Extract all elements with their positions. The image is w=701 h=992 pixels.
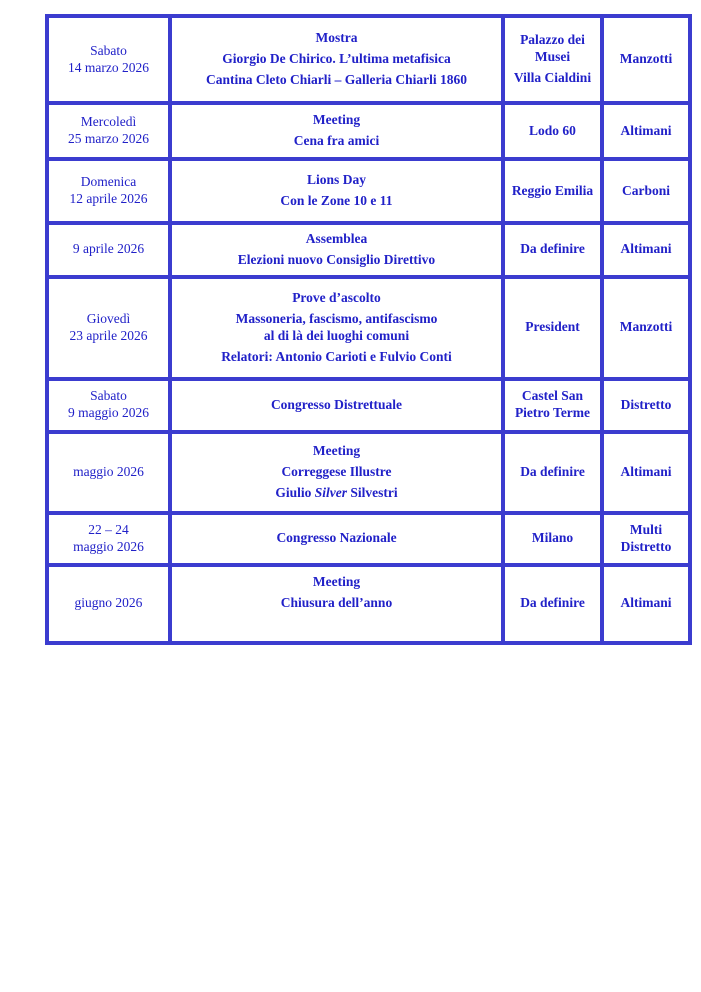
location-cell xyxy=(503,432,602,513)
event-cell-text: Congresso Nazionale xyxy=(276,530,397,546)
referent-cell-text: Altimani xyxy=(620,463,672,479)
date-cell xyxy=(47,277,170,379)
event-cell-text: Cantina Cleto Chiarli – Galleria Chiarli 1860 xyxy=(206,71,467,87)
date-cell xyxy=(47,159,170,223)
location-cell xyxy=(503,103,602,159)
event-cell-text: Chiusura dell’anno xyxy=(280,595,393,611)
date-cell-text: maggio 2026 xyxy=(73,463,144,479)
referent-cell-text: Carboni xyxy=(621,182,670,198)
location-cell xyxy=(503,159,602,223)
event-cell xyxy=(170,432,503,513)
date-cell xyxy=(47,513,170,565)
table-row xyxy=(47,16,690,103)
event-cell xyxy=(170,159,503,223)
event-cell-text: Giorgio De Chirico. L’ultima metafisica xyxy=(222,51,451,67)
event-cell-text: Meeting xyxy=(312,442,361,458)
location-cell xyxy=(503,16,602,103)
event-cell xyxy=(170,16,503,103)
location-cell xyxy=(503,223,602,277)
date-cell xyxy=(47,16,170,103)
date-cell-text: Mercoledì 25 marzo 2026 xyxy=(68,114,149,146)
date-cell-text: Sabato 9 maggio 2026 xyxy=(68,388,149,421)
event-cell-text: Correggese Illustre xyxy=(281,463,392,479)
event-cell-text: Con le Zone 10 e 11 xyxy=(280,193,393,208)
location-cell-text: Castel San Pietro Terme xyxy=(514,388,591,421)
referent-cell xyxy=(602,379,690,432)
location-cell-text: Milano xyxy=(531,530,574,546)
referent-cell xyxy=(602,513,690,565)
event-cell-text: Lions Day xyxy=(307,172,366,188)
location-cell-text: Palazzo dei Musei xyxy=(520,32,585,65)
referent-cell-text: Altimani xyxy=(620,122,672,138)
events-table-body xyxy=(47,16,690,643)
table-row xyxy=(47,103,690,159)
event-cell-text: Prove d’ascolto xyxy=(292,290,381,305)
date-cell-text: Domenica 12 aprile 2026 xyxy=(69,174,148,206)
location-cell-text: Da definire xyxy=(520,241,585,257)
date-cell-text: Sabato 14 marzo 2026 xyxy=(68,42,149,75)
event-cell xyxy=(170,513,503,565)
event-cell-text: Congresso Distrettuale xyxy=(270,396,403,412)
date-cell xyxy=(47,565,170,643)
event-cell-text: Elezioni nuovo Consiglio Direttivo xyxy=(237,251,436,267)
table-row xyxy=(47,565,690,643)
location-cell-text: Reggio Emilia xyxy=(511,182,594,198)
referent-cell xyxy=(602,16,690,103)
date-cell-text: Giovedì 23 aprile 2026 xyxy=(69,310,148,343)
referent-cell xyxy=(602,277,690,379)
event-cell-text: Mostra xyxy=(315,30,358,46)
location-cell xyxy=(503,513,602,565)
event-cell-text: Meeting xyxy=(312,574,361,590)
event-cell-text: Assemblea xyxy=(305,231,368,246)
date-cell-text: 22 – 24 maggio 2026 xyxy=(73,521,144,554)
referent-cell-text: Manzotti xyxy=(619,319,673,335)
table-row xyxy=(47,159,690,223)
location-cell-text: President xyxy=(525,319,580,335)
referent-cell xyxy=(602,159,690,223)
referent-cell-text: Altimani xyxy=(620,241,672,257)
event-cell-text: Relatori: Antonio Carioti e Fulvio Conti xyxy=(221,348,452,364)
event-cell-text: Massoneria, fascismo, antifascismo al di là dei luoghi comuni xyxy=(235,310,438,343)
referent-cell xyxy=(602,432,690,513)
date-cell xyxy=(47,103,170,159)
table-row xyxy=(47,277,690,379)
table-row xyxy=(47,513,690,565)
date-cell-text: 9 aprile 2026 xyxy=(72,241,145,257)
event-cell-text: Giulio Silver Silvestri xyxy=(275,484,398,500)
location-cell-text: Villa Cialdini xyxy=(513,69,592,85)
event-cell-text xyxy=(176,616,497,633)
referent-cell-text: Multi Distretto xyxy=(620,521,672,554)
event-cell xyxy=(170,277,503,379)
table-row xyxy=(47,379,690,432)
date-cell xyxy=(47,379,170,432)
event-cell xyxy=(170,379,503,432)
date-cell xyxy=(47,223,170,277)
date-cell-text: giugno 2026 xyxy=(74,595,143,611)
location-cell xyxy=(503,565,602,643)
event-cell-text: Meeting xyxy=(312,112,361,128)
referent-cell xyxy=(602,565,690,643)
events-table xyxy=(45,14,692,645)
referent-cell-text: Altimani xyxy=(620,595,672,611)
location-cell-text: Da definire xyxy=(520,463,585,479)
location-cell xyxy=(503,277,602,379)
referent-cell-text: Distretto xyxy=(620,396,672,412)
event-cell xyxy=(170,103,503,159)
table-row xyxy=(47,432,690,513)
event-cell xyxy=(170,565,503,643)
location-cell xyxy=(503,379,602,432)
location-cell-text: Lodo 60 xyxy=(529,122,576,138)
location-cell-text: Da definire xyxy=(520,595,585,611)
referent-cell-text: Manzotti xyxy=(619,51,673,67)
referent-cell xyxy=(602,103,690,159)
table-row xyxy=(47,223,690,277)
referent-cell xyxy=(602,223,690,277)
event-cell xyxy=(170,223,503,277)
date-cell xyxy=(47,432,170,513)
event-cell-text: Cena fra amici xyxy=(293,133,380,148)
